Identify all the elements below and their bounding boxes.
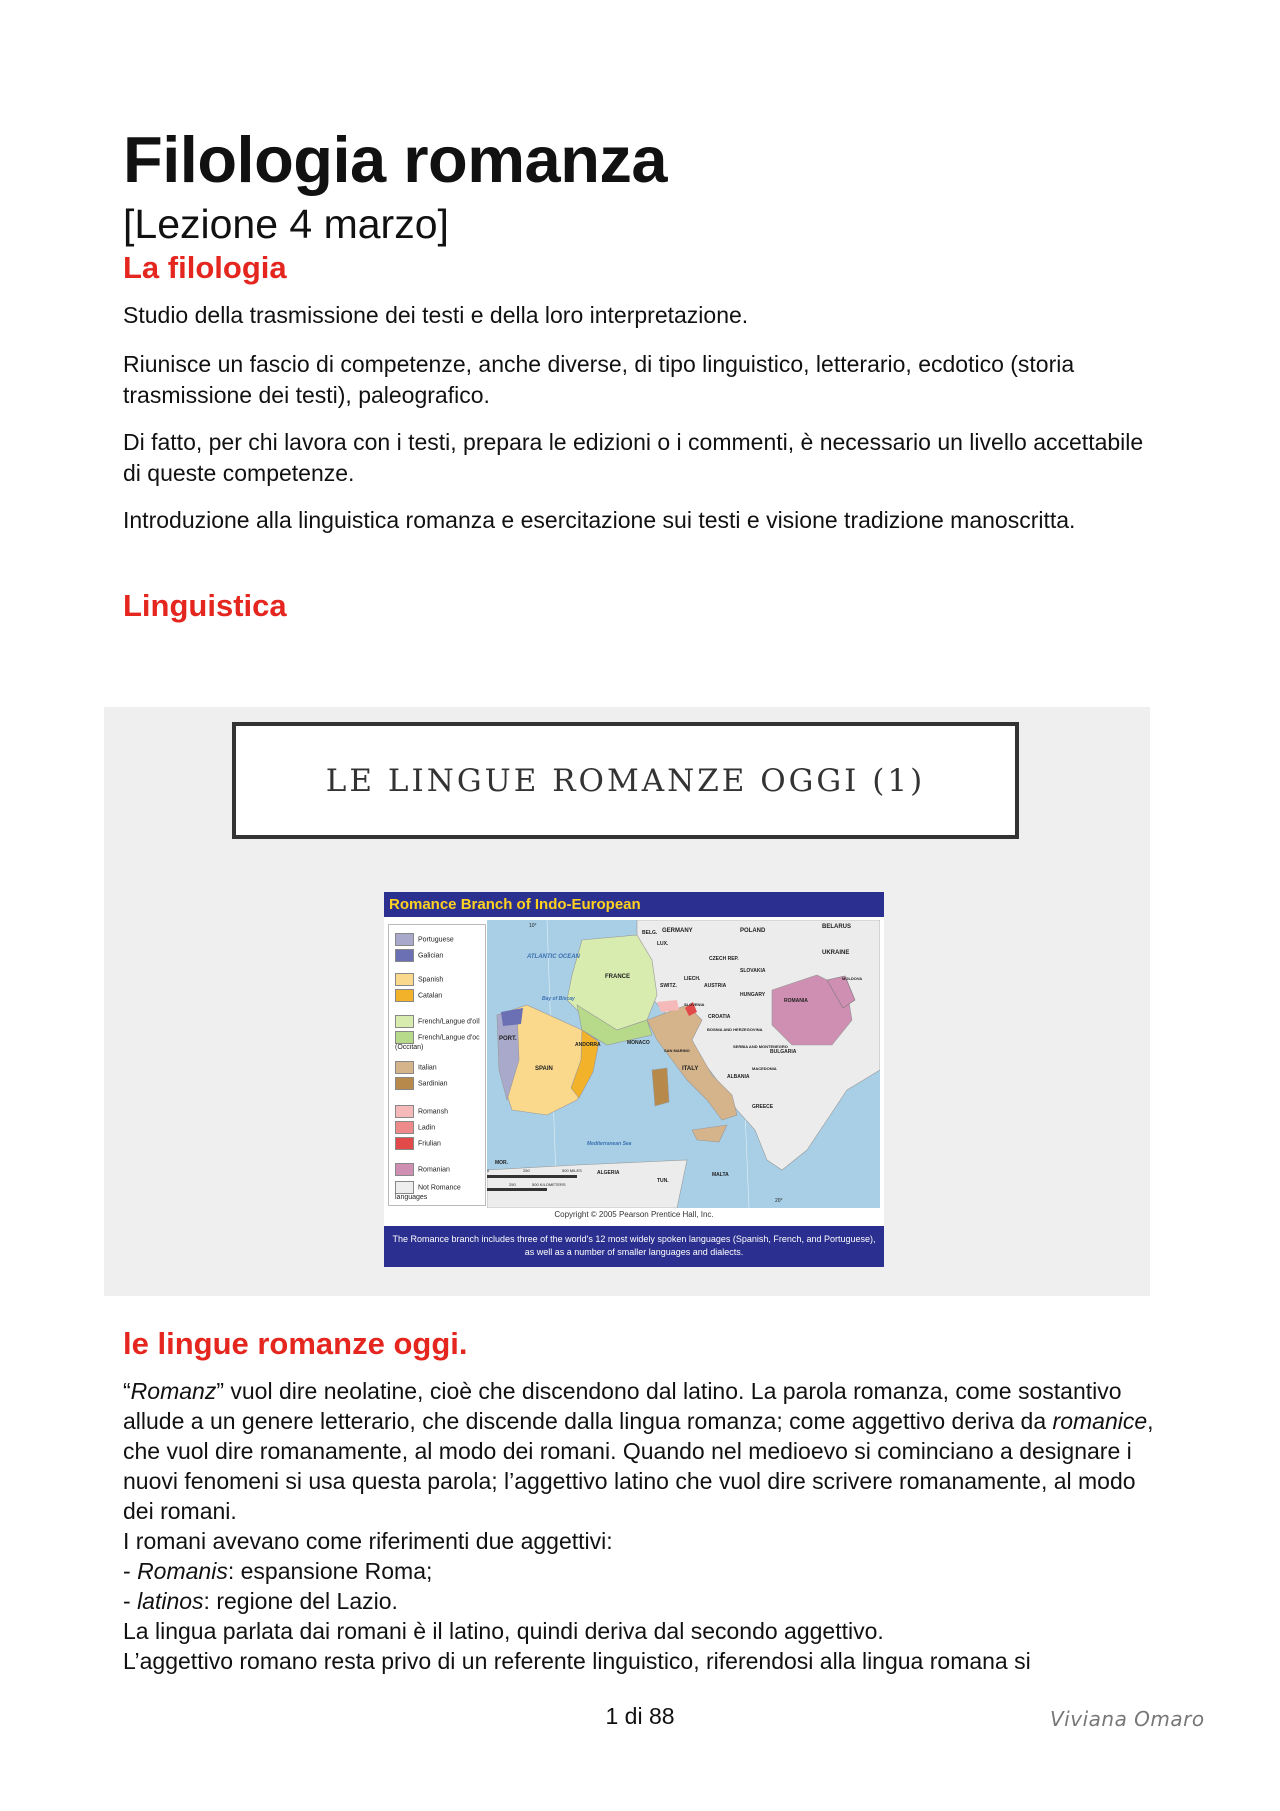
- paragraph: Introduzione alla linguistica romanza e esercitazione sui testi e visione tradizione manoscritta.: [123, 507, 1076, 533]
- paragraph: I romani avevano come riferimenti due aggettivi:: [123, 1528, 613, 1554]
- paragraph: Studio della trasmissione dei testi e della loro interpretazione.: [123, 302, 749, 328]
- emphasis: Romanis: [137, 1558, 228, 1584]
- map-legend: [388, 924, 486, 1206]
- document-title: Filologia romanza: [123, 123, 668, 196]
- page-number: 1 di 88: [605, 1703, 675, 1729]
- legend-item: Spanish: [395, 973, 443, 986]
- map-label: POLAND: [740, 928, 766, 934]
- map-label: LIECH.: [684, 976, 701, 982]
- map-label: ATLANTIC OCEAN: [527, 954, 580, 960]
- map-label: CROATIA: [708, 1014, 731, 1020]
- map-label: ANDORRA: [575, 1042, 601, 1048]
- paragraph: Di fatto, per chi lavora con i testi, prepara le edizioni o i commenti, è necessario un livello accettabile di queste competenze.: [123, 429, 1144, 486]
- map-label: TUN.: [657, 1178, 669, 1184]
- legend-item: Portuguese: [395, 933, 454, 946]
- paragraph: L’aggettivo romano resta privo di un referente linguistico, riferendosi alla lingua romana si: [123, 1648, 1031, 1674]
- legend-item: French/Langue d'oïl: [395, 1015, 480, 1028]
- map-label: SAN MARINO: [664, 1048, 690, 1053]
- europe-map: [487, 920, 880, 1208]
- map-label: HUNGARY: [740, 992, 766, 998]
- map-label: 500 MILES: [562, 1168, 582, 1173]
- map-label: ROMANIA: [784, 998, 808, 1004]
- emphasis: Romanz: [130, 1378, 217, 1404]
- paragraph: La lingua parlata dai romani è il latino, quindi deriva dal secondo aggettivo.: [123, 1618, 884, 1644]
- map-label: MONACO: [627, 1040, 650, 1046]
- legend-item: Galician: [395, 949, 443, 962]
- map-caption: The Romance branch includes three of the world's 12 most widely spoken languages (Spanish, French, and Portuguese), as well as a number of smaller languages and dialects.: [384, 1226, 884, 1267]
- legend-item: Ladin: [395, 1121, 435, 1134]
- paragraph: [123, 1376, 1163, 1526]
- dash: -: [123, 1588, 138, 1614]
- map-label: BOSNIA AND HERZEGOVINA: [707, 1027, 763, 1032]
- heading-linguistica: Linguistica: [123, 588, 287, 623]
- map-label: BELARUS: [822, 924, 852, 930]
- map-label: SERBIA AND MONTENEGRO: [733, 1044, 788, 1049]
- map-label: PORT.: [499, 1036, 517, 1042]
- lower-content: [123, 1324, 1173, 1676]
- legend-item: Not Romance languages: [395, 1181, 481, 1202]
- list-item: [123, 1556, 1173, 1586]
- map-label: FRANCE: [605, 974, 630, 980]
- map-label: MOLDOVA: [842, 976, 863, 981]
- text-span: : espansione Roma;: [227, 1558, 433, 1584]
- text-span: : regione del Lazio.: [203, 1588, 398, 1614]
- paragraph: Riunisce un fascio di competenze, anche diverse, di tipo linguistico, letterario, ecdotico (storia trasmissione dei testi), paleografico.: [123, 351, 1075, 408]
- map-label: ALBANIA: [727, 1074, 750, 1080]
- dash: -: [123, 1558, 138, 1584]
- map-header: Romance Branch of Indo-European: [384, 892, 884, 917]
- map-label: ALGERIA: [597, 1170, 620, 1176]
- map-label: LUX.: [657, 941, 669, 947]
- map-label: Mediterranean Sea: [587, 1141, 632, 1147]
- author-signature: Viviana Omaro: [1050, 1707, 1205, 1731]
- map-label: MALTA: [712, 1172, 729, 1178]
- text-span: ” vuol dire neolatine, cioè che discendono dal latino. La parola romanza, come sostantivo allude a un genere letterario, che discende dalla lingua romanza; come aggettivo deriva da: [123, 1378, 1122, 1434]
- lesson-subtitle: [Lezione 4 marzo]: [123, 201, 449, 247]
- map-label: 500 KILOMETERS: [532, 1182, 566, 1187]
- emphasis: romanice: [1052, 1408, 1148, 1434]
- map-label: AUSTRIA: [704, 983, 727, 989]
- map-label: 250: [509, 1182, 516, 1187]
- legend-item: Italian: [395, 1061, 437, 1074]
- emphasis: latinos: [137, 1588, 204, 1614]
- map-label: BELG.: [642, 930, 658, 936]
- map-label: SPAIN: [535, 1066, 553, 1072]
- map-copyright: Copyright © 2005 Pearson Prentice Hall, Inc.: [554, 1210, 714, 1219]
- map-label: 20°: [775, 1198, 783, 1204]
- text-span: , che vuol dire romanamente, al modo dei romani. Quando nel medioevo si cominciano a designare i nuovi fenomeni si usa questa parola; l’aggettivo latino che vuol dire scrivere romanamente, al modo dei romani.: [123, 1408, 1154, 1524]
- map-label: ITALY: [682, 1066, 699, 1072]
- heading-la-filologia: La filologia: [123, 250, 287, 285]
- text-span: “: [123, 1378, 131, 1404]
- romance-map: [384, 892, 884, 1267]
- legend-item: Friulian: [395, 1137, 441, 1150]
- legend-item: Sardinian: [395, 1077, 448, 1090]
- map-label: 250: [523, 1168, 530, 1173]
- map-label: SLOVAKIA: [740, 968, 766, 974]
- map-label: GERMANY: [662, 928, 693, 934]
- map-label: BULGARIA: [770, 1049, 797, 1055]
- map-label: 10°: [529, 923, 537, 929]
- list-item: [123, 1586, 1173, 1616]
- map-label: SWITZ.: [660, 983, 677, 989]
- map-label: GREECE: [752, 1104, 774, 1110]
- heading-lingue-romanze-oggi: le lingue romanze oggi.: [123, 1326, 468, 1361]
- slide-title: LE LINGUE ROMANZE OGGI (1): [232, 722, 1019, 839]
- legend-item: Romansh: [395, 1105, 448, 1118]
- legend-item: Catalan: [395, 989, 442, 1002]
- map-label: CZECH REP.: [709, 956, 739, 962]
- map-label: MACEDONIA: [752, 1066, 777, 1071]
- slide-image: [104, 707, 1150, 1296]
- map-label: 0: [487, 1168, 490, 1173]
- map-label: MOR.: [495, 1160, 509, 1166]
- legend-item: Romanian: [395, 1163, 450, 1176]
- map-label: UKRAINE: [822, 950, 850, 956]
- upper-content: [123, 122, 1173, 626]
- legend-item: French/Langue d'oc (Occitan): [395, 1031, 481, 1052]
- map-label: Bay of Biscay: [542, 996, 575, 1002]
- map-label: SLOVENIA: [684, 1002, 705, 1007]
